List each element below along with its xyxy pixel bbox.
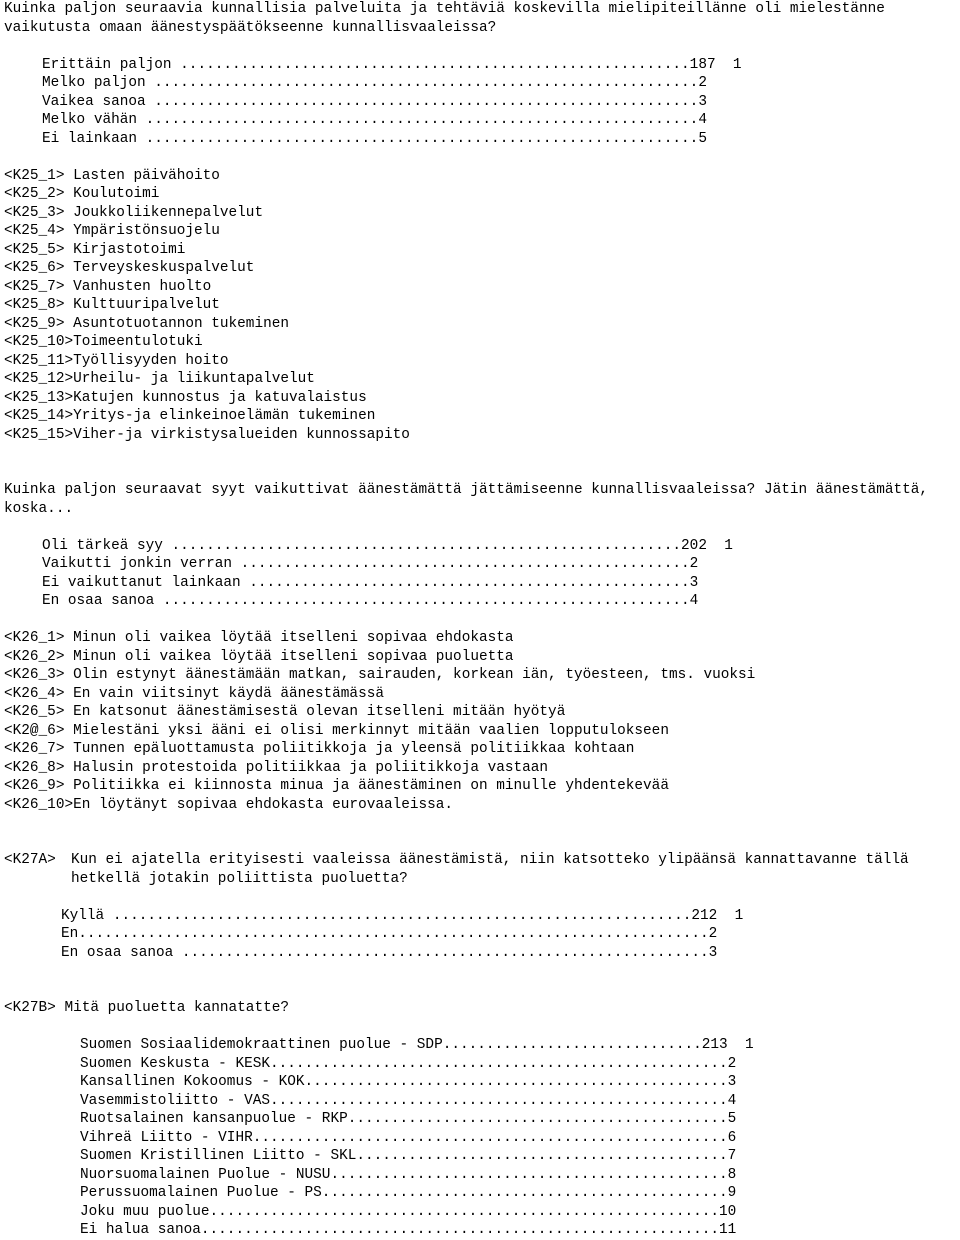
k27b-option: Ei halua sanoa............................................................11 <box>80 1222 737 1238</box>
k25-item: <K25_12>Urheilu- ja liikuntapalvelut <box>4 371 315 387</box>
k27b-option: Nuorsuomalainen Puolue - NUSU..............................................8 <box>80 1166 737 1183</box>
k26-option: En osaa sanoa .............................................................4 <box>42 593 699 609</box>
k27b-question: <K27B> Mitä puoluetta kannatatte? <box>4 1000 289 1016</box>
k25-option: Erittäin paljon ...........................................................187 1 <box>42 56 742 73</box>
k26-item: <K26_3> Olin estynyt äänestämään matkan, sairauden, korkean iän, työesteen, tms. vuoksi <box>4 667 756 683</box>
k27a-code: <K27A> <box>4 852 56 868</box>
k25-item: <K25_6> Terveyskeskuspalvelut <box>4 260 255 276</box>
k27b-option: Perussuomalainen Puolue - PS...............................................9 <box>80 1185 737 1201</box>
k27b-option: Vasemmistoliitto - VAS.....................................................4 <box>80 1092 737 1109</box>
k27a-question: Kun ei ajatella erityisesti vaaleissa äänestämistä, niin katsotteko ylipäänsä kannattavanne tällä hetkellä jotakin poliittista puoluetta? <box>71 852 909 887</box>
k26-item: <K26_8> Halusin protestoida politiikkaa ja poliitikkoja vastaan <box>4 759 549 776</box>
k26-option: Ei vaikuttanut lainkaan ...................................................3 <box>42 574 699 591</box>
k25-items <box>4 167 956 445</box>
k25-option: Melko paljon ...............................................................2 <box>42 75 707 91</box>
k27b-option: Suomen Sosiaalidemokraattinen puolue - SDP..............................213 1 <box>80 1037 754 1053</box>
k25-item: <K25_9> Asuntotuotannon tukeminen <box>4 315 289 332</box>
k27b-option: Suomen Keskusta - KESK.....................................................2 <box>80 1055 737 1072</box>
k26-options <box>4 537 956 611</box>
k25-item: <K25_14>Yritys-ja elinkeinoelämän tukeminen <box>4 408 376 424</box>
k27a-options <box>4 907 956 963</box>
k25-item: <K25_11>Työllisyyden hoito <box>4 352 229 369</box>
questionnaire-page <box>4 0 956 1240</box>
k25-item: <K25_15>Viher-ja virkistysalueiden kunnossapito <box>4 426 410 443</box>
k26-item: <K2@_6> Mielestäni yksi ääni ei olisi merkinnyt mitään vaalien lopputulokseen <box>4 722 669 739</box>
k26-item: <K26_9> Politiikka ei kiinnosta minua ja äänestäminen on minulle yhdentekevää <box>4 778 669 794</box>
k25-item: <K25_4> Ympäristönsuojelu <box>4 223 220 239</box>
k27a-option: En.........................................................................2 <box>61 926 718 942</box>
k25-item: <K25_5> Kirjastotoimi <box>4 241 186 258</box>
k26-option: Oli tärkeä syy ...........................................................202 1 <box>42 537 733 554</box>
k26-item: <K26_2> Minun oli vaikea löytää itselleni sopivaa puoluetta <box>4 648 514 665</box>
k25-item: <K25_13>Katujen kunnostus ja katuvalaistus <box>4 389 367 406</box>
k25-item: <K25_7> Vanhusten huolto <box>4 278 212 295</box>
k27a-option: En osaa sanoa .............................................................3 <box>61 944 718 961</box>
k26-item: <K26_5> En katsonut äänestämisestä olevan itselleni mitään hyötyä <box>4 704 566 720</box>
k26-item: <K26_4> En vain viitsinyt käydä äänestämässä <box>4 685 384 702</box>
k26-question: Kuinka paljon seuraavat syyt vaikuttivat äänestämättä jättämiseenne kunnallisvaaleissa? Jätin äänestämättä, koska... <box>4 482 929 517</box>
k25-option: Ei lainkaan ................................................................5 <box>42 130 707 147</box>
k25-options <box>4 56 956 149</box>
k27b-options <box>4 1036 956 1240</box>
k25-question: Kuinka paljon seuraavia kunnallisia palveluita ja tehtäviä koskevilla mielipiteillänne oli mielestänne vaikutusta omaan äänestyspäätökseenne kunnallisvaaleissa? <box>4 1 885 36</box>
k25-item: <K25_1> Lasten päivähoito <box>4 167 220 184</box>
k25-item: <K25_10>Toimeentulotuki <box>4 334 203 350</box>
k26-item: <K26_7> Tunnen epäluottamusta poliitikkoja ja yleensä politiikkaa kohtaan <box>4 741 635 757</box>
k25-option: Vaikea sanoa ...............................................................3 <box>42 93 707 110</box>
k26-option: Vaikutti jonkin verran ....................................................2 <box>42 556 699 572</box>
k27b-option: Joku muu puolue...........................................................10 <box>80 1203 737 1220</box>
k27a-question-block <box>4 851 956 888</box>
k27b-option: Vihreä Liitto - VIHR.......................................................6 <box>80 1129 737 1146</box>
k25-item: <K25_2> Koulutoimi <box>4 186 160 202</box>
k27a-option: Kyllä ...................................................................212 1 <box>61 907 744 924</box>
k26-item: <K26_10>En löytänyt sopivaa ehdokasta eurovaaleissa. <box>4 796 454 813</box>
k26-items <box>4 629 956 814</box>
k27b-option: Kansallinen Kokoomus - KOK.................................................3 <box>80 1074 737 1090</box>
k25-item: <K25_3> Joukkoliikennepalvelut <box>4 204 264 221</box>
k25-option: Melko vähän ................................................................4 <box>42 112 707 128</box>
k27b-option: Ruotsalainen kansanpuolue - RKP............................................5 <box>80 1111 737 1127</box>
k25-item: <K25_8> Kulttuuripalvelut <box>4 297 220 313</box>
k27b-option: Suomen Kristillinen Liitto - SKL...........................................7 <box>80 1148 737 1164</box>
k26-item: <K26_1> Minun oli vaikea löytää itselleni sopivaa ehdokasta <box>4 630 514 646</box>
